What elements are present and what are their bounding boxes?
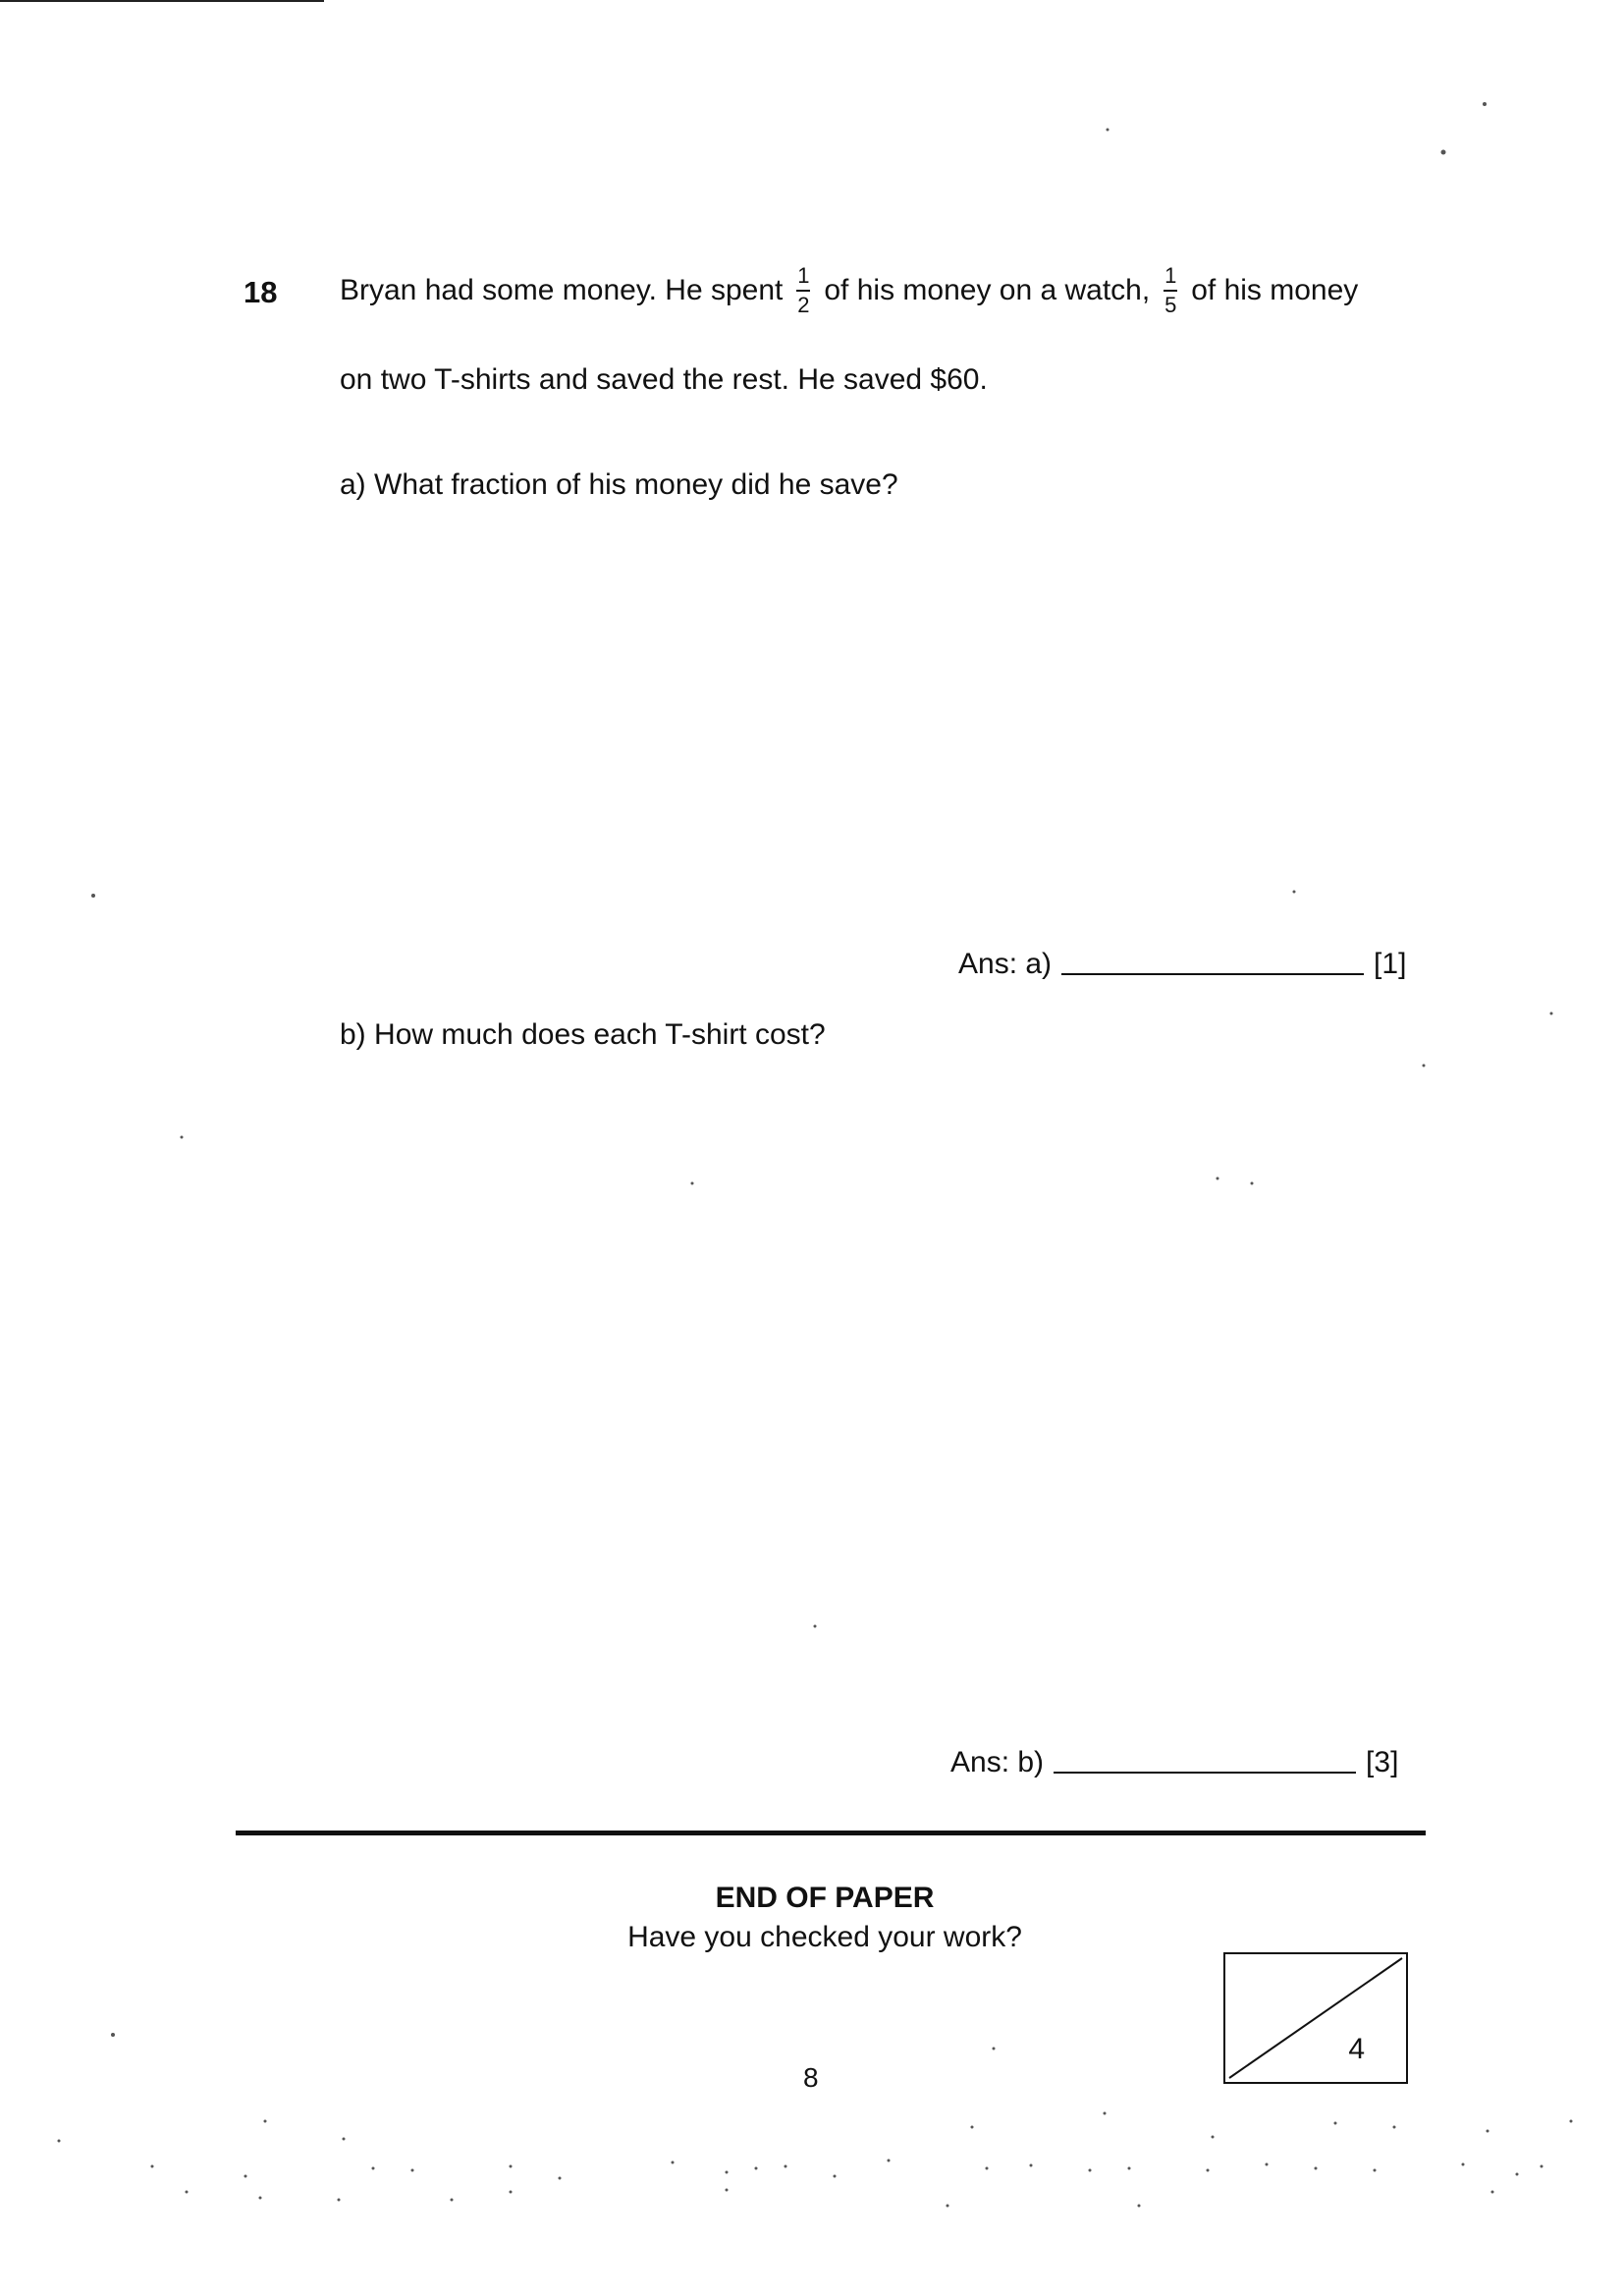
fraction-numerator: 1: [797, 263, 810, 288]
question-number: 18: [244, 275, 278, 309]
score-value: 4: [1348, 2033, 1365, 2065]
question-text-part1: Bryan had some money. He spent: [340, 273, 784, 306]
end-of-paper-title: END OF PAPER: [715, 1882, 935, 1914]
question-text-part2: of his money on a watch,: [824, 273, 1151, 306]
answer-b-marks: [3]: [1366, 1746, 1399, 1778]
part-b-label: b): [340, 1018, 366, 1051]
fraction-numerator: 1: [1164, 263, 1177, 288]
end-of-paper-subtitle: Have you checked your work?: [627, 1921, 1022, 1953]
page-number: 8: [803, 2062, 819, 2093]
part-b-text: How much does each T-shirt cost?: [374, 1018, 826, 1051]
question-line-2: on two T-shirts and saved the rest. He saved $60.: [340, 363, 988, 396]
fraction-denominator: 2: [797, 292, 810, 317]
answer-a-label: Ans: a): [958, 948, 1053, 980]
part-a-text: What fraction of his money did he save?: [374, 468, 898, 501]
question-text-part3: of his money: [1191, 273, 1359, 306]
fraction-denominator: 5: [1164, 292, 1177, 317]
part-a-label: a): [340, 468, 366, 501]
answer-b-label: Ans: b): [950, 1746, 1045, 1778]
answer-a-marks: [1]: [1374, 948, 1407, 980]
